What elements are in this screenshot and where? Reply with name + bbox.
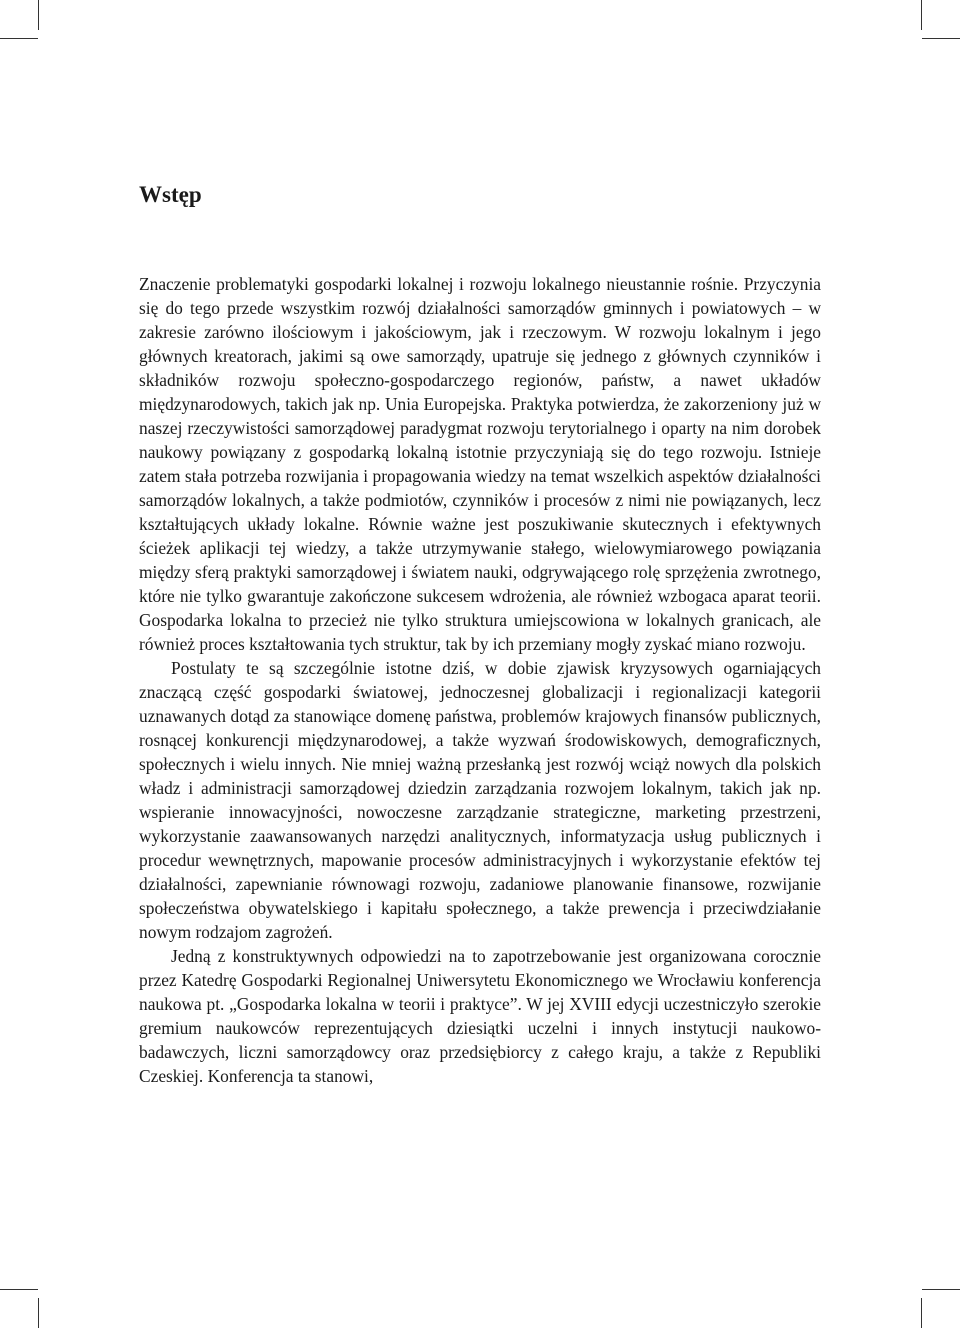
crop-mark-top-left-horizontal — [0, 38, 38, 39]
crop-mark-bottom-right-horizontal — [922, 1289, 960, 1290]
crop-mark-top-left-vertical — [38, 0, 39, 30]
crop-mark-bottom-right-vertical — [921, 1298, 922, 1328]
crop-mark-bottom-left-vertical — [38, 1298, 39, 1328]
crop-mark-top-right-horizontal — [922, 38, 960, 39]
paragraph-1: Znaczenie problematyki gospodarki lokalnej i rozwoju lokalnego nieustannie rośnie. Przyczynia się do tego przede wszystkim rozwój działalności samorządów gminnych i powiatowych – w zakresie zarówno ilościowym i jakościowym, jak i rzeczowym. W rozwoju lokalnym i jego głównych kreatorach, jakimi są owe samorządy, upatruje się jednego z głównych czynników i składników rozwoju społeczno-gospodarczego regionów, państw, a nawet układów międzynarodowych, takich jak np. Unia Europejska. Praktyka potwierdza, że zakorzeniony już w naszej rzeczywistości samorządowej paradygmat rozwoju terytorialnego i oparty na nim dorobek naukowy powiązany z gospodarką lokalną istotnie przyczyniają się do tego rozwoju. Istnieje zatem stała potrzeba rozwijania i propagowania wiedzy na temat wszelkich aspektów działalności samorządów lokalnych, a także podmiotów, czynników i procesów z nimi nie powiązanych, lecz kształtujących układy lokalne. Równie ważne jest poszukiwanie skutecznych i efektywnych ścieżek aplikacji tej wiedzy, a także utrzymywanie stałego, wielowymiarowego powiązania między sferą praktyki samorządowej i światem nauki, odgrywającego rolę sprzężenia zwrotnego, które nie tylko gwarantuje zakończone sukcesem wdrożenia, ale również wzbogaca aparat teorii. Gospodarka lokalna to przecież nie tylko struktura umiejscowiona w lokalnych granicach, ale również proces kształtowania tych struktur, tak by ich przemiany mogły zyskać miano rozwoju. — [139, 274, 821, 654]
paragraph-3: Jedną z konstruktywnych odpowiedzi na to zapotrzebowanie jest organizowana corocznie przez Katedrę Gospodarki Regionalnej Uniwersytetu Ekonomicznego we Wrocławiu konferencja naukowa pt. „Gospodarka lokalna w teorii i praktyce”. W jej XVIII edycji uczestniczyło szerokie gremium naukowców reprezentujących dziesiątki uczelni i innych instytucji naukowo-badawczych, liczni samorządowcy oraz przedsiębiorcy z całego kraju, a także z Republiki Czeskiej. Konferencja ta stanowi, — [139, 946, 821, 1086]
crop-mark-bottom-left-horizontal — [0, 1289, 38, 1290]
crop-mark-top-right-vertical — [921, 0, 922, 30]
chapter-heading: Wstęp — [139, 182, 202, 207]
body-text — [139, 272, 821, 1088]
paragraph-2: Postulaty te są szczególnie istotne dziś, w dobie zjawisk kryzysowych ogarniających znaczącą część gospodarki światowej, jednoczesnej globalizacji i regionalizacji kategorii uznawanych dotąd za stanowiące domenę państwa, problemów krajowych finansów publicznych, rosnącej konkurencji międzynarodowej, a także wyzwań środowiskowych, demograficznych, społecznych i wielu innych. Nie mniej ważną przesłanką jest rozwój wciąż nowych dla polskich władz i administracji samorządowej dziedzin zarządzania rozwojem lokalnym, takich jak np. wspieranie innowacyjności, nowoczesne zarządzanie strategiczne, marketing przestrzeni, wykorzystanie zaawansowanych narzędzi analitycznych, informatyzacja usług publicznych i procedur wewnętrznych, mapowanie procesów administracyjnych i wykorzystanie efektów tej działalności, zapewnianie równowagi rozwoju, zadaniowe planowanie finansowe, rozwijanie społeczeństwa obywatelskiego i kapitału społecznego, a także prewencja i przeciwdziałanie nowym rodzajom zagrożeń. — [139, 658, 821, 942]
